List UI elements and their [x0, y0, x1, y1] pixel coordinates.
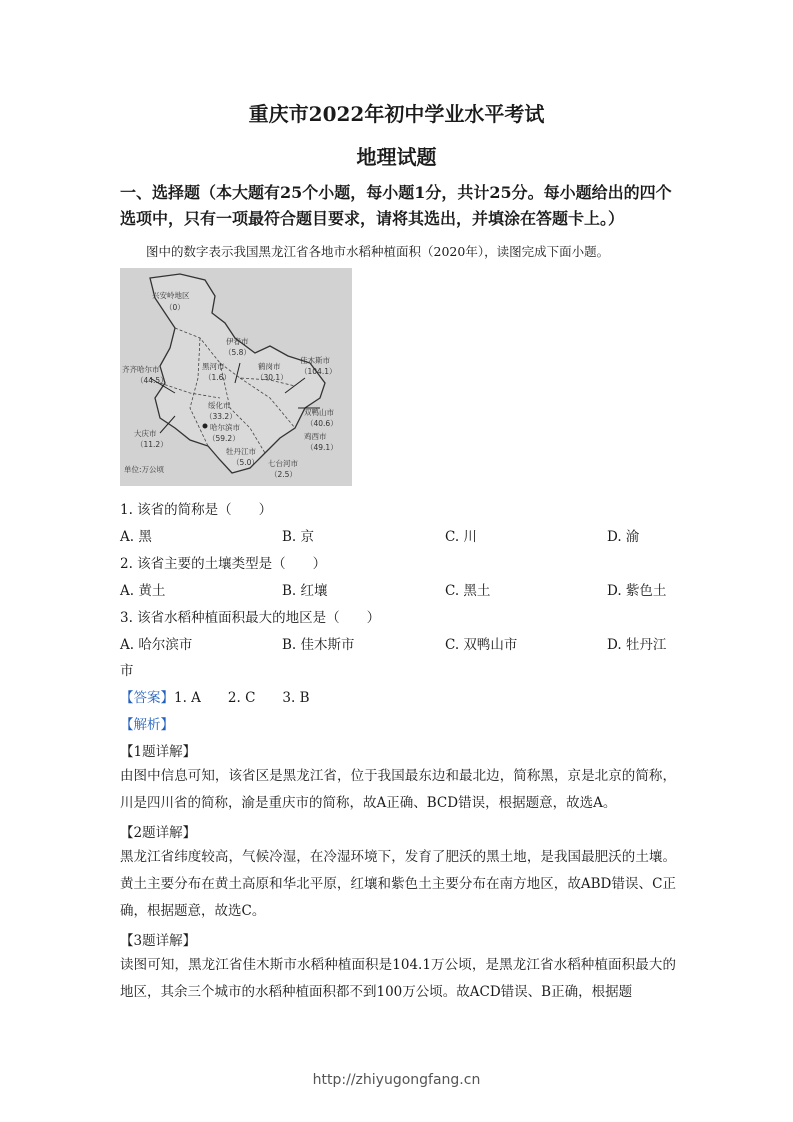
svg-text:（5.8）: （5.8） — [224, 348, 251, 357]
detail-1-label: 【1题详解】 — [120, 744, 197, 760]
answer-label: 【答案】 — [120, 690, 174, 706]
svg-text:（40.6）: （40.6） — [306, 419, 338, 428]
detail-2-label: 【2题详解】 — [120, 825, 197, 841]
detail-3-label: 【3题详解】 — [120, 933, 197, 949]
map-label-qiqihar: 齐齐哈尔市 — [122, 365, 160, 374]
question-3-option-a: A. 哈尔滨市 — [120, 637, 193, 653]
map-label-harbin: 哈尔滨市 — [210, 423, 240, 432]
analysis-label: 【解析】 — [120, 717, 174, 733]
map-label-suihua: 绥化市 — [208, 401, 231, 410]
map-label-mudanjiang: 牡丹江市 — [226, 447, 256, 456]
map-label-jixi: 鸡西市 — [304, 432, 327, 441]
heilongjiang-map — [120, 268, 352, 486]
question-2-option-d: D. 紫色土 — [607, 583, 667, 599]
question-intro: 图中的数字表示我国黑龙江省各地市水稻种植面积（2020年），读图完成下面小题。 — [146, 244, 610, 259]
map-label-daqing: 大庆市 — [134, 429, 157, 438]
question-1-option-c: C. 川 — [445, 529, 477, 545]
svg-text:（0）: （0） — [165, 303, 185, 312]
map-label-yichun: 伊春市 — [226, 337, 249, 346]
map-label-qitaihe: 七台河市 — [268, 459, 298, 468]
map-label-shuangyashan: 双鸭山市 — [304, 408, 334, 417]
footer-url: http://zhiyugongfang.cn — [312, 1072, 481, 1088]
map-label-jiamusi: 佳木斯市 — [300, 356, 330, 365]
svg-text:（104.1）: （104.1） — [300, 367, 337, 376]
svg-text:（5.0）: （5.0） — [232, 458, 259, 467]
svg-text:（33.2）: （33.2） — [205, 412, 237, 421]
question-2-stem: 2. 该省主要的土壤类型是（ ） — [120, 556, 327, 572]
svg-text:（2.5）: （2.5） — [270, 470, 297, 479]
detail-2-text: 黑龙江省纬度较高，气候冷湿，在冷湿环境下，发育了肥沃的黑土地，是我国最肥沃的土壤。黄土主要分布在黄土高原和华北平原，红壤和紫色土主要分布在南方地区，故ABD错误、C正确，根据题意，故选C。 — [120, 849, 676, 919]
map-label-hegang: 鹤岗市 — [258, 362, 281, 371]
exam-subtitle: 地理试题 — [356, 145, 437, 169]
answer-line — [120, 686, 310, 706]
svg-text:（30.1）: （30.1） — [256, 373, 288, 382]
question-1-option-a: A. 黑 — [120, 529, 152, 545]
question-2-option-b: B. 红壤 — [282, 583, 328, 599]
exam-title: 重庆市2022年初中学业水平考试 — [248, 102, 545, 126]
svg-text:（49.1）: （49.1） — [306, 443, 338, 452]
detail-1-text: 由图中信息可知，该省区是黑龙江省，位于我国最东边和最北边，简称黑，京是北京的简称，川是四川省的简称，渝是重庆市的简称，故A正确、BCD错误，根据题意，故选A。 — [120, 768, 676, 811]
detail-3-text: 读图可知，黑龙江省佳木斯市水稻种植面积是104.1万公顷，是黑龙江省水稻种植面积最大的地区，其余三个城市的水稻种植面积都不到100万公顷。故ACD错误、B正确，根据题 — [120, 957, 676, 1000]
question-1-option-d: D. 渝 — [607, 529, 640, 545]
svg-text:（1.6）: （1.6） — [204, 373, 231, 382]
answer-text: 1. A 2. C 3. B — [174, 690, 310, 706]
section-heading: 一、选择题（本大题有25个小题，每小题1分，共计25分。每小题给出的四个选项中，只有一项最符合题目要求，请将其选出，并填涂在答题卡上。） — [120, 183, 672, 228]
map-label-heihe: 黑河市 — [202, 362, 225, 371]
question-3-option-d-wrap: 市 — [120, 663, 134, 679]
map-label-xinganling: 兴安岭地区 — [152, 291, 190, 300]
question-1-stem: 1. 该省的简称是（ ） — [120, 502, 273, 518]
question-3-option-c: C. 双鸭山市 — [445, 637, 518, 653]
question-3-option-d: D. 牡丹江 — [607, 637, 667, 653]
svg-text:（44.5）: （44.5） — [136, 376, 168, 385]
question-2-option-c: C. 黑土 — [445, 583, 491, 599]
svg-text:（59.2）: （59.2） — [208, 434, 240, 443]
question-3-option-b: B. 佳木斯市 — [282, 637, 355, 653]
map-figure — [120, 268, 352, 486]
map-unit: 单位:万公顷 — [124, 465, 165, 474]
question-3-stem: 3. 该省水稻种植面积最大的地区是（ ） — [120, 610, 381, 626]
question-1-option-b: B. 京 — [282, 529, 315, 545]
question-2-option-a: A. 黄土 — [120, 583, 166, 599]
svg-text:（11.2）: （11.2） — [136, 440, 168, 449]
